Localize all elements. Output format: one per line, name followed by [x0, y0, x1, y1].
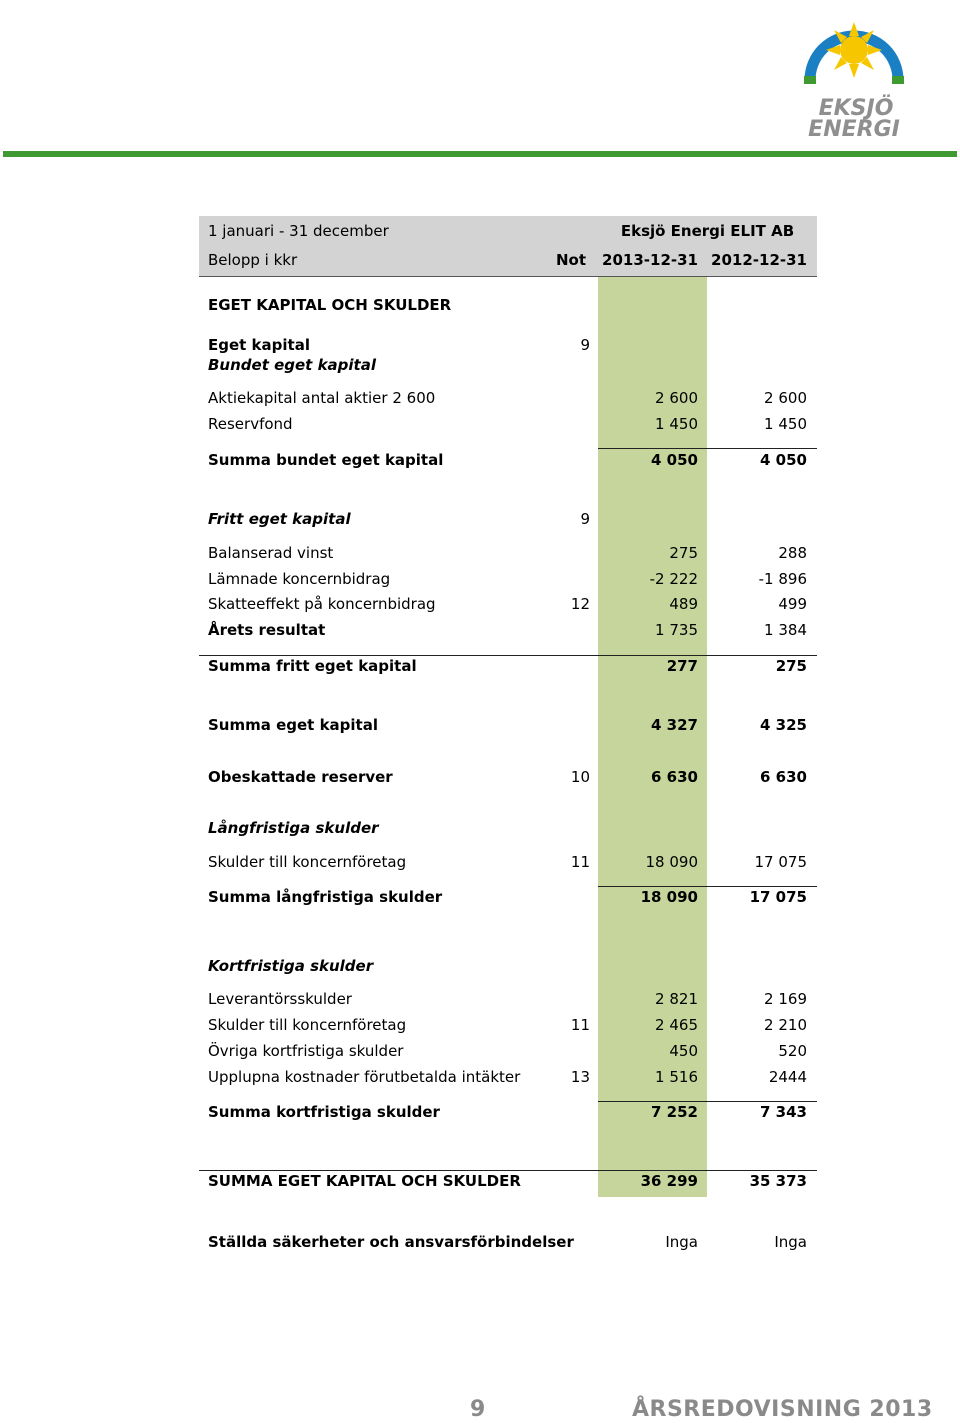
row-value-2013: 2 465: [655, 1016, 698, 1034]
obeskattade-2013: 6 630: [651, 768, 698, 786]
row-label: Upplupna kostnader förutbetalda intäkter: [208, 1068, 521, 1086]
row-value-2012: 2 169: [764, 990, 807, 1008]
row-value-2012: 17 075: [754, 853, 807, 871]
row-value-2012: 2 600: [764, 389, 807, 407]
summa-lang-2012: 17 075: [749, 888, 807, 906]
row-label: Årets resultat: [208, 621, 326, 639]
row-label: Lämnade koncernbidrag: [208, 570, 391, 588]
obeskattade-2012: 6 630: [760, 768, 807, 786]
row-value-2012: 2 210: [764, 1016, 807, 1034]
row-label: Balanserad vinst: [208, 544, 334, 562]
row-value-2013: 2 821: [655, 990, 698, 1008]
row-label: Skulder till koncernföretag: [208, 1016, 407, 1034]
row-value-2013: 450: [669, 1042, 698, 1060]
row-label: Reservfond: [208, 415, 293, 433]
row-value-2012: 1 384: [764, 621, 807, 639]
row-value-2012: 520: [778, 1042, 807, 1060]
summa-bundet-2013: 4 050: [651, 451, 698, 469]
unit-label: Belopp i kkr: [208, 251, 298, 269]
eget-kapital-not: 9: [580, 336, 590, 354]
row-label: Skulder till koncernföretag: [208, 853, 407, 871]
svg-text:ENERGI: ENERGI: [808, 117, 900, 142]
stallda-2012: Inga: [774, 1233, 807, 1251]
summa-bundet-2012: 4 050: [760, 451, 807, 469]
row-not: 11: [570, 853, 590, 871]
kortfristiga-heading: Kortfristiga skulder: [208, 957, 374, 975]
row-value-2012: 499: [778, 595, 807, 613]
row-value-2012: 288: [778, 544, 807, 562]
row-label: Aktiekapital antal aktier 2 600: [208, 389, 436, 407]
row-value-2013: 18 090: [645, 853, 698, 871]
row-value-2013: 489: [669, 595, 698, 613]
eksjo-energi-logo: [780, 2, 925, 142]
row-value-2012: 1 450: [764, 415, 807, 433]
summa-fritt-2013: 277: [666, 657, 698, 675]
fritt-heading: Fritt eget kapital: [208, 510, 351, 528]
summa-eget-2012: 4 325: [760, 716, 807, 734]
summa-eget-label: Summa eget kapital: [208, 716, 378, 734]
summa-bundet-label: Summa bundet eget kapital: [208, 451, 444, 469]
top-green-bar: [3, 151, 957, 157]
summa-eget-2013: 4 327: [651, 716, 698, 734]
row-not: 13: [570, 1068, 590, 1086]
summa-total-2012: 35 373: [749, 1172, 807, 1190]
col2-header: 2012-12-31: [711, 251, 807, 269]
divider: [598, 1101, 817, 1102]
footer-title: ÅRSREDOVISNING 2013: [632, 1397, 933, 1422]
summa-total-label: SUMMA EGET KAPITAL OCH SKULDER: [208, 1172, 521, 1190]
divider: [598, 886, 817, 887]
row-value-2013: 1 735: [655, 621, 698, 639]
row-label: Övriga kortfristiga skulder: [208, 1042, 404, 1060]
summa-fritt-2012: 275: [775, 657, 807, 675]
stallda-2013: Inga: [665, 1233, 698, 1251]
row-value-2013: -2 222: [649, 570, 698, 588]
summa-lang-label: Summa långfristiga skulder: [208, 888, 443, 906]
eget-kapital-heading: Eget kapital: [208, 336, 310, 354]
summa-fritt-label: Summa fritt eget kapital: [208, 657, 417, 675]
row-value-2013: 275: [669, 544, 698, 562]
row-value-2012: -1 896: [758, 570, 807, 588]
summa-total-2013: 36 299: [640, 1172, 698, 1190]
row-value-2013: 1 450: [655, 415, 698, 433]
bundet-heading: Bundet eget kapital: [208, 356, 376, 374]
divider: [199, 655, 817, 656]
period-label: 1 januari - 31 december: [208, 222, 389, 240]
col1-header: 2013-12-31: [602, 251, 698, 269]
obeskattade-label: Obeskattade reserver: [208, 768, 393, 786]
row-value-2012: 2444: [768, 1068, 807, 1086]
stallda-label: Ställda säkerheter och ansvarsförbindelser: [208, 1233, 574, 1251]
divider: [199, 1170, 817, 1171]
company-name: Eksjö Energi ELIT AB: [620, 222, 795, 240]
row-not: 11: [570, 1016, 590, 1034]
page-number: 9: [470, 1397, 486, 1422]
svg-text:EKSJÖ: EKSJÖ: [818, 96, 894, 121]
not-header: Not: [555, 251, 586, 269]
summa-kort-2013: 7 252: [651, 1103, 698, 1121]
summa-kort-2012: 7 343: [760, 1103, 807, 1121]
langfristiga-heading: Långfristiga skulder: [208, 819, 379, 837]
summa-kort-label: Summa kortfristiga skulder: [208, 1103, 440, 1121]
logo-graphic: [780, 2, 925, 142]
row-value-2013: 2 600: [655, 389, 698, 407]
divider: [598, 448, 817, 449]
summa-lang-2013: 18 090: [640, 888, 698, 906]
fritt-not: 9: [580, 510, 590, 528]
row-value-2013: 1 516: [655, 1068, 698, 1086]
obeskattade-not: 10: [570, 768, 590, 786]
row-label: Leverantörsskulder: [208, 990, 352, 1008]
row-not: 12: [570, 595, 590, 613]
section-title: EGET KAPITAL OCH SKULDER: [208, 296, 452, 314]
row-label: Skatteeffekt på koncernbidrag: [208, 595, 436, 613]
